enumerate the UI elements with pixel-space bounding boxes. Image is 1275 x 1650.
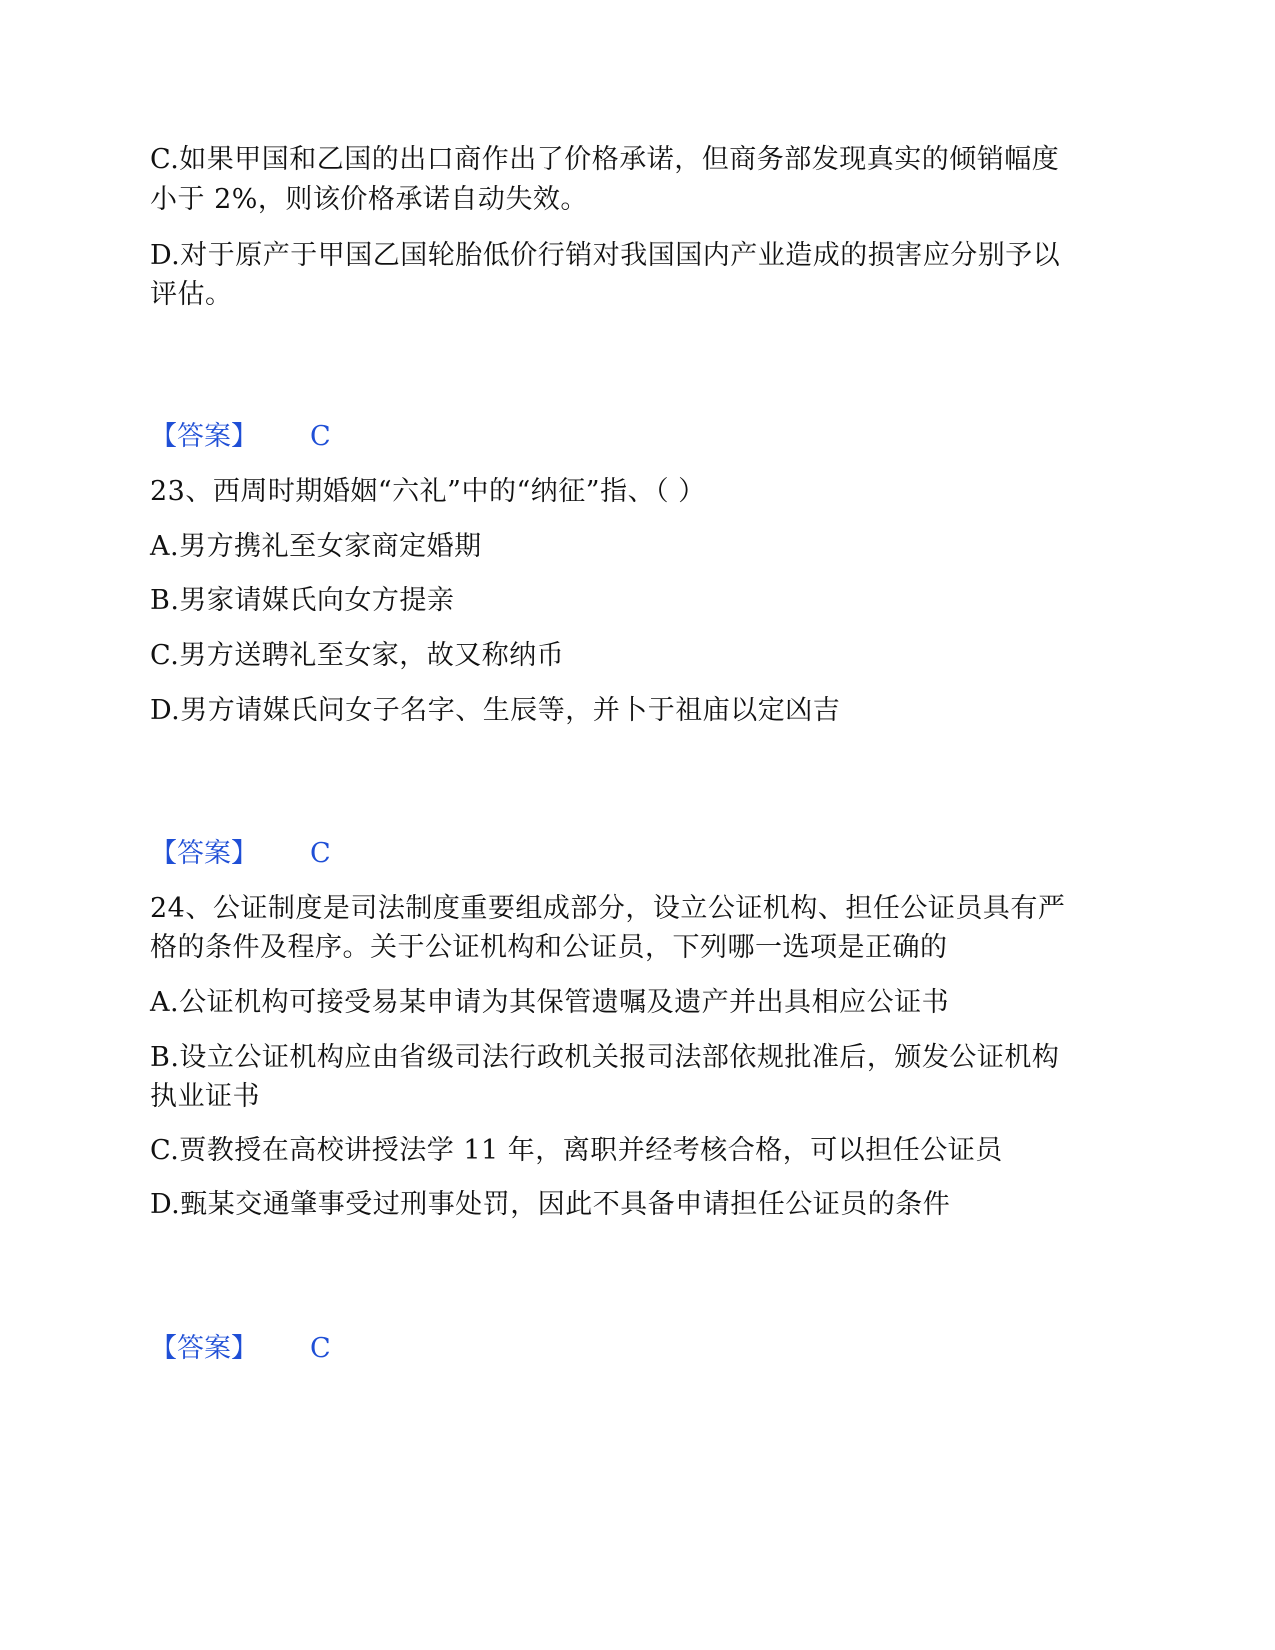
answer-value: C <box>310 421 331 452</box>
q24-option-d: D.甄某交通肇事受过刑事处罚，因此不具备申请担任公证员的条件 <box>150 1189 951 1220</box>
answer-label: 【答案】 <box>150 1333 258 1364</box>
q24-option-a: A.公证机构可接受易某申请为其保管遗嘱及遗产并出具相应公证书 <box>150 987 950 1018</box>
q24-option-c: C.贾教授在高校讲授法学 11 年，离职并经考核合格，可以担任公证员 <box>150 1135 1003 1166</box>
q23-option-b: B.男家请媒氏向女方提亲 <box>150 585 455 616</box>
q22-option-c-line2: 小于 2%，则该价格承诺自动失效。 <box>150 184 588 215</box>
q24-option-b-line1: B.设立公证机构应由省级司法行政机关报司法部依规批准后，颁发公证机构 <box>150 1042 1060 1073</box>
q24-answer <box>150 1331 331 1367</box>
q23-option-a: A.男方携礼至女家商定婚期 <box>150 531 482 562</box>
answer-value: C <box>310 1333 331 1364</box>
answer-label: 【答案】 <box>150 421 258 452</box>
q22-answer <box>150 419 331 455</box>
q24-stem-line2: 格的条件及程序。关于公证机构和公证员，下列哪一选项是正确的 <box>150 932 948 963</box>
answer-label: 【答案】 <box>150 838 258 869</box>
q24-stem-line1: 24、公证制度是司法制度重要组成部分，设立公证机构、担任公证员具有严 <box>150 893 1066 924</box>
q23-answer <box>150 836 331 872</box>
q22-option-c-line1: C.如果甲国和乙国的出口商作出了价格承诺，但商务部发现真实的倾销幅度 <box>150 144 1060 175</box>
q23-option-d: D.男方请媒氏问女子名字、生辰等，并卜于祖庙以定凶吉 <box>150 695 841 726</box>
q24-option-b-line2: 执业证书 <box>150 1081 260 1112</box>
q22-option-d-line2: 评估。 <box>150 279 233 310</box>
q23-stem: 23、西周时期婚姻“六礼”中的“纳征”指、（ ） <box>150 476 706 507</box>
q23-option-c: C.男方送聘礼至女家，故又称纳币 <box>150 640 565 671</box>
answer-value: C <box>310 838 331 869</box>
q22-option-d-line1: D.对于原产于甲国乙国轮胎低价行销对我国国内产业造成的损害应分别予以 <box>150 240 1061 271</box>
